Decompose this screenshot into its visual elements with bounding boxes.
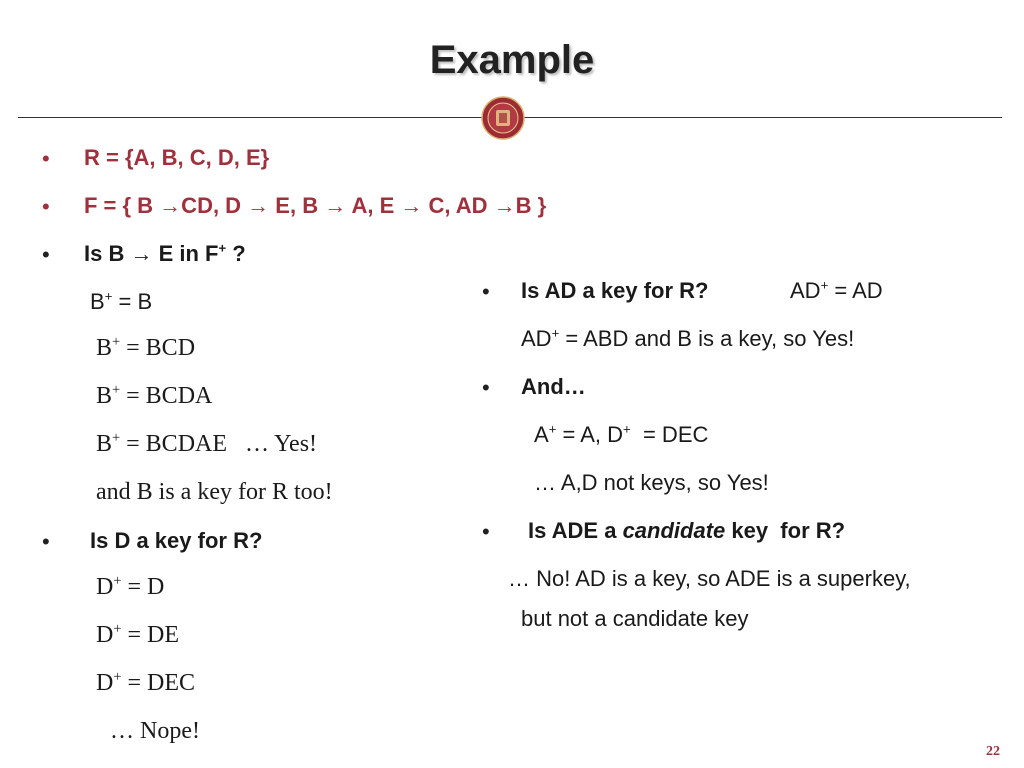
ad-minimal-conclusion: … A,D not keys, so Yes! xyxy=(534,470,769,495)
question-d-key: Is D a key for R? xyxy=(90,528,263,553)
bullet-dot: • xyxy=(482,519,490,544)
fd-set-definition: F = { B →CD, D → E, B → A, E → C, AD →B } xyxy=(84,193,547,218)
bullet-dot: • xyxy=(42,146,50,171)
arrow-icon: → xyxy=(130,241,153,266)
b-closure-step: B+ = BCDAE … Yes! xyxy=(96,430,318,457)
university-seal-icon xyxy=(481,96,525,140)
bullet-dot: • xyxy=(482,279,490,304)
d-closure-step: D+ = D xyxy=(96,573,165,600)
ade-answer-line1: … No! AD is a key, so ADE is a superkey, xyxy=(508,566,911,591)
ad-closure-result: AD+ = ABD and B is a key, so Yes! xyxy=(521,325,855,351)
a-d-closures: A+ = A, D+ = DEC xyxy=(534,421,709,447)
bullet-dot: • xyxy=(482,375,490,400)
bullet-dot: • xyxy=(42,194,50,219)
question-ad-key: Is AD a key for R? xyxy=(521,278,709,303)
relation-definition: R = {A, B, C, D, E} xyxy=(84,145,270,170)
ade-answer-line2: but not a candidate key xyxy=(521,606,749,631)
ad-closure-initial: AD+ = AD xyxy=(790,277,883,303)
b-closure-step: B+ = B xyxy=(90,288,153,314)
page-number: 22 xyxy=(986,744,1000,759)
and-heading: And… xyxy=(521,374,586,399)
b-key-conclusion: and B is a key for R too! xyxy=(96,479,333,505)
b-closure-step: B+ = BCD xyxy=(96,334,196,361)
bullet-dot: • xyxy=(42,529,50,554)
d-key-conclusion: … Nope! xyxy=(110,718,200,744)
b-closure-step: B+ = BCDA xyxy=(96,382,213,409)
question-b-to-e: Is B → E in F+ ? xyxy=(84,240,246,266)
bullet-dot: • xyxy=(42,242,50,267)
question-ade-candidate: Is ADE a candidate key for R? xyxy=(528,518,846,543)
d-closure-step: D+ = DE xyxy=(96,621,179,648)
slide-title: Example xyxy=(429,38,595,82)
d-closure-step: D+ = DEC xyxy=(96,669,196,696)
